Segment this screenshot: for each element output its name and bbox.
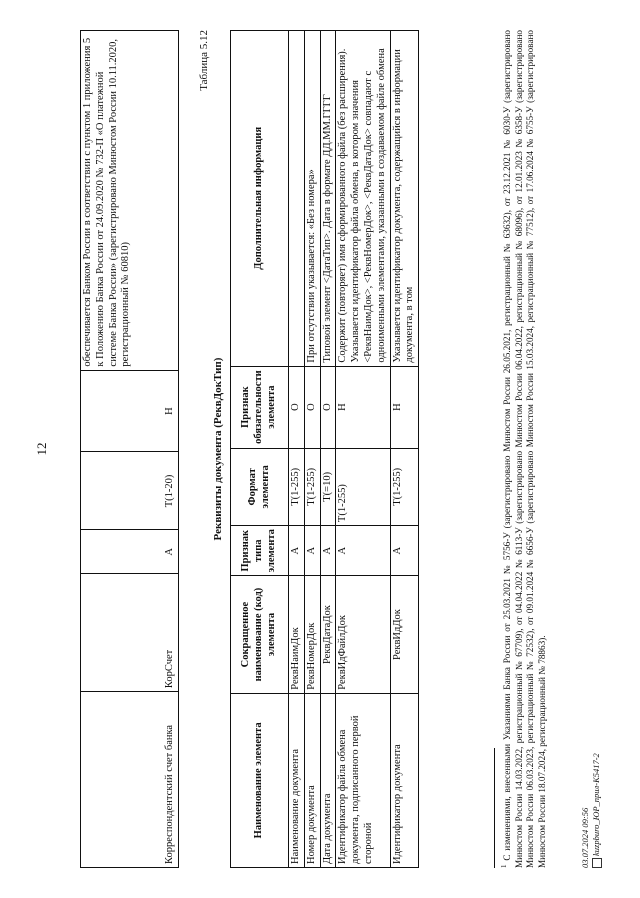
cell-required: О: [304, 366, 320, 448]
cell-format: Т(1-255): [304, 448, 320, 526]
table-caption: Таблица 5.12: [198, 30, 210, 91]
table-row: [390, 31, 419, 868]
cell-type: А: [304, 526, 320, 576]
cell-type: А: [390, 526, 419, 576]
cell-abbr: КорСчет: [81, 574, 179, 692]
page-number: 12: [34, 442, 49, 456]
meta-file: kuzpburo_ЮР_прил-К5417-2: [590, 753, 601, 856]
cell-name: Номер документа: [304, 693, 320, 867]
meta-file-line: [591, 753, 602, 868]
footnote: [500, 30, 549, 868]
cell-type: А: [320, 526, 336, 576]
cell-info: Содержит (повторяет) имя сформированного файла (без расширения). Указывается идентификатор файла обмена, в котором значения <РеквНаимДок>, <РеквНомерДок>, <РеквДатаДок> совпадают с одноименными элементами, указанными в создаваемом файле обмена: [336, 31, 390, 367]
table-row: [289, 31, 305, 868]
cell-info: При отсутствии указывается: «Без номера»: [304, 31, 320, 367]
header-format: Формат элемента: [231, 448, 289, 526]
cell-format: Т(1-255): [289, 448, 305, 526]
table-row: [304, 31, 320, 868]
header-type: Признак типа элемента: [231, 526, 289, 576]
cell-name: Наименование документа: [289, 693, 305, 867]
cell-abbr: РеквДатаДок: [320, 576, 336, 693]
requisites-table: [230, 30, 419, 868]
cell-name: Идентификатор файла обмена документа, подписанного первой стороной: [336, 693, 390, 867]
cell-info: Типовой элемент <ДатаТип>. Дата в формате ДД.ММ.ГГГГ: [320, 31, 336, 367]
header-info: Дополнительная информация: [231, 31, 289, 367]
table-row: [336, 31, 390, 868]
cell-name: Корреспондентский счет банка: [81, 692, 179, 868]
cell-name: Идентификатор документа: [390, 693, 419, 867]
cell-abbr: РеквНаимДок: [289, 576, 305, 693]
cell-type: А: [81, 530, 179, 574]
cell-format: T(=10): [320, 448, 336, 526]
cell-abbr: РеквИдДок: [390, 576, 419, 693]
footnote-mark: 1: [500, 864, 508, 868]
cell-required: Н: [81, 370, 179, 452]
cell-format: Т(1-255): [336, 448, 390, 526]
cell-type: А: [336, 526, 390, 576]
cell-info: обеспечивается Банком России в соответствии с пунктом 1 приложения 5 к Положению Банка России от 24.09.2020 № 732-П «О платежной системе Банка России» (зарегистрировано Минюстом России 10.11.2020, регистрационный № 60810): [81, 31, 179, 371]
header-abbr: Сокращенное наименование (код) элемента: [231, 576, 289, 693]
header-name: Наименование элемента: [231, 693, 289, 867]
cell-name: Дата документа: [320, 693, 336, 867]
file-icon: [592, 858, 602, 868]
table-title: Реквизиты документа (РеквДокТип): [212, 357, 224, 541]
meta-date: 03.07.2024 09:56: [580, 807, 590, 868]
cell-format: Т(1-20): [81, 452, 179, 530]
cell-info: Указывается идентификатор документа, содержащийся в информации документа, в том: [390, 31, 419, 367]
cell-required: О: [289, 366, 305, 448]
cell-required: О: [320, 366, 336, 448]
cell-type: А: [289, 526, 305, 576]
cell-required: Н: [336, 366, 390, 448]
table-row: [320, 31, 336, 868]
cell-abbr: РеквНомерДок: [304, 576, 320, 693]
table-header-row: [231, 31, 289, 868]
table-row: [81, 31, 179, 868]
document-meta: [580, 753, 602, 868]
cell-info: [289, 31, 305, 367]
cell-format: Т(1-255): [390, 448, 419, 526]
top-table-fragment: [80, 30, 179, 868]
footnote-divider: [494, 748, 495, 868]
cell-required: Н: [390, 366, 419, 448]
header-required: Признак обязательности элемента: [231, 366, 289, 448]
cell-abbr: РеквИдФайлДок: [336, 576, 390, 693]
footnote-text: С изменениями, внесенными Указаниями Банка России от 25.03.2021 № 5756-У (зарегистрировано Минюстом России 26.05.2021, регистрационный № 63632), от 23.12.2021 № 6030-У (зарегистрировано Минюстом России 14.03.2022, регистрационный № 67709), от 04.04.2022 № 6113-У (зарегистрировано Минюстом России 06.04.2022, регистрационный № 68096), от 12.01.2023 № 6358-У (зарегистрировано Минюстом России 06.03.2023, регистрационный № 72532), от 09.01.2024 № 6656-У (зарегистрировано Минюстом России 15.03.2024, регистрационный № 77512), от 17.06.2024 № 6755-У (зарегистрировано Минюстом России 18.07.2024, регистрационный № 78863).: [502, 29, 548, 868]
